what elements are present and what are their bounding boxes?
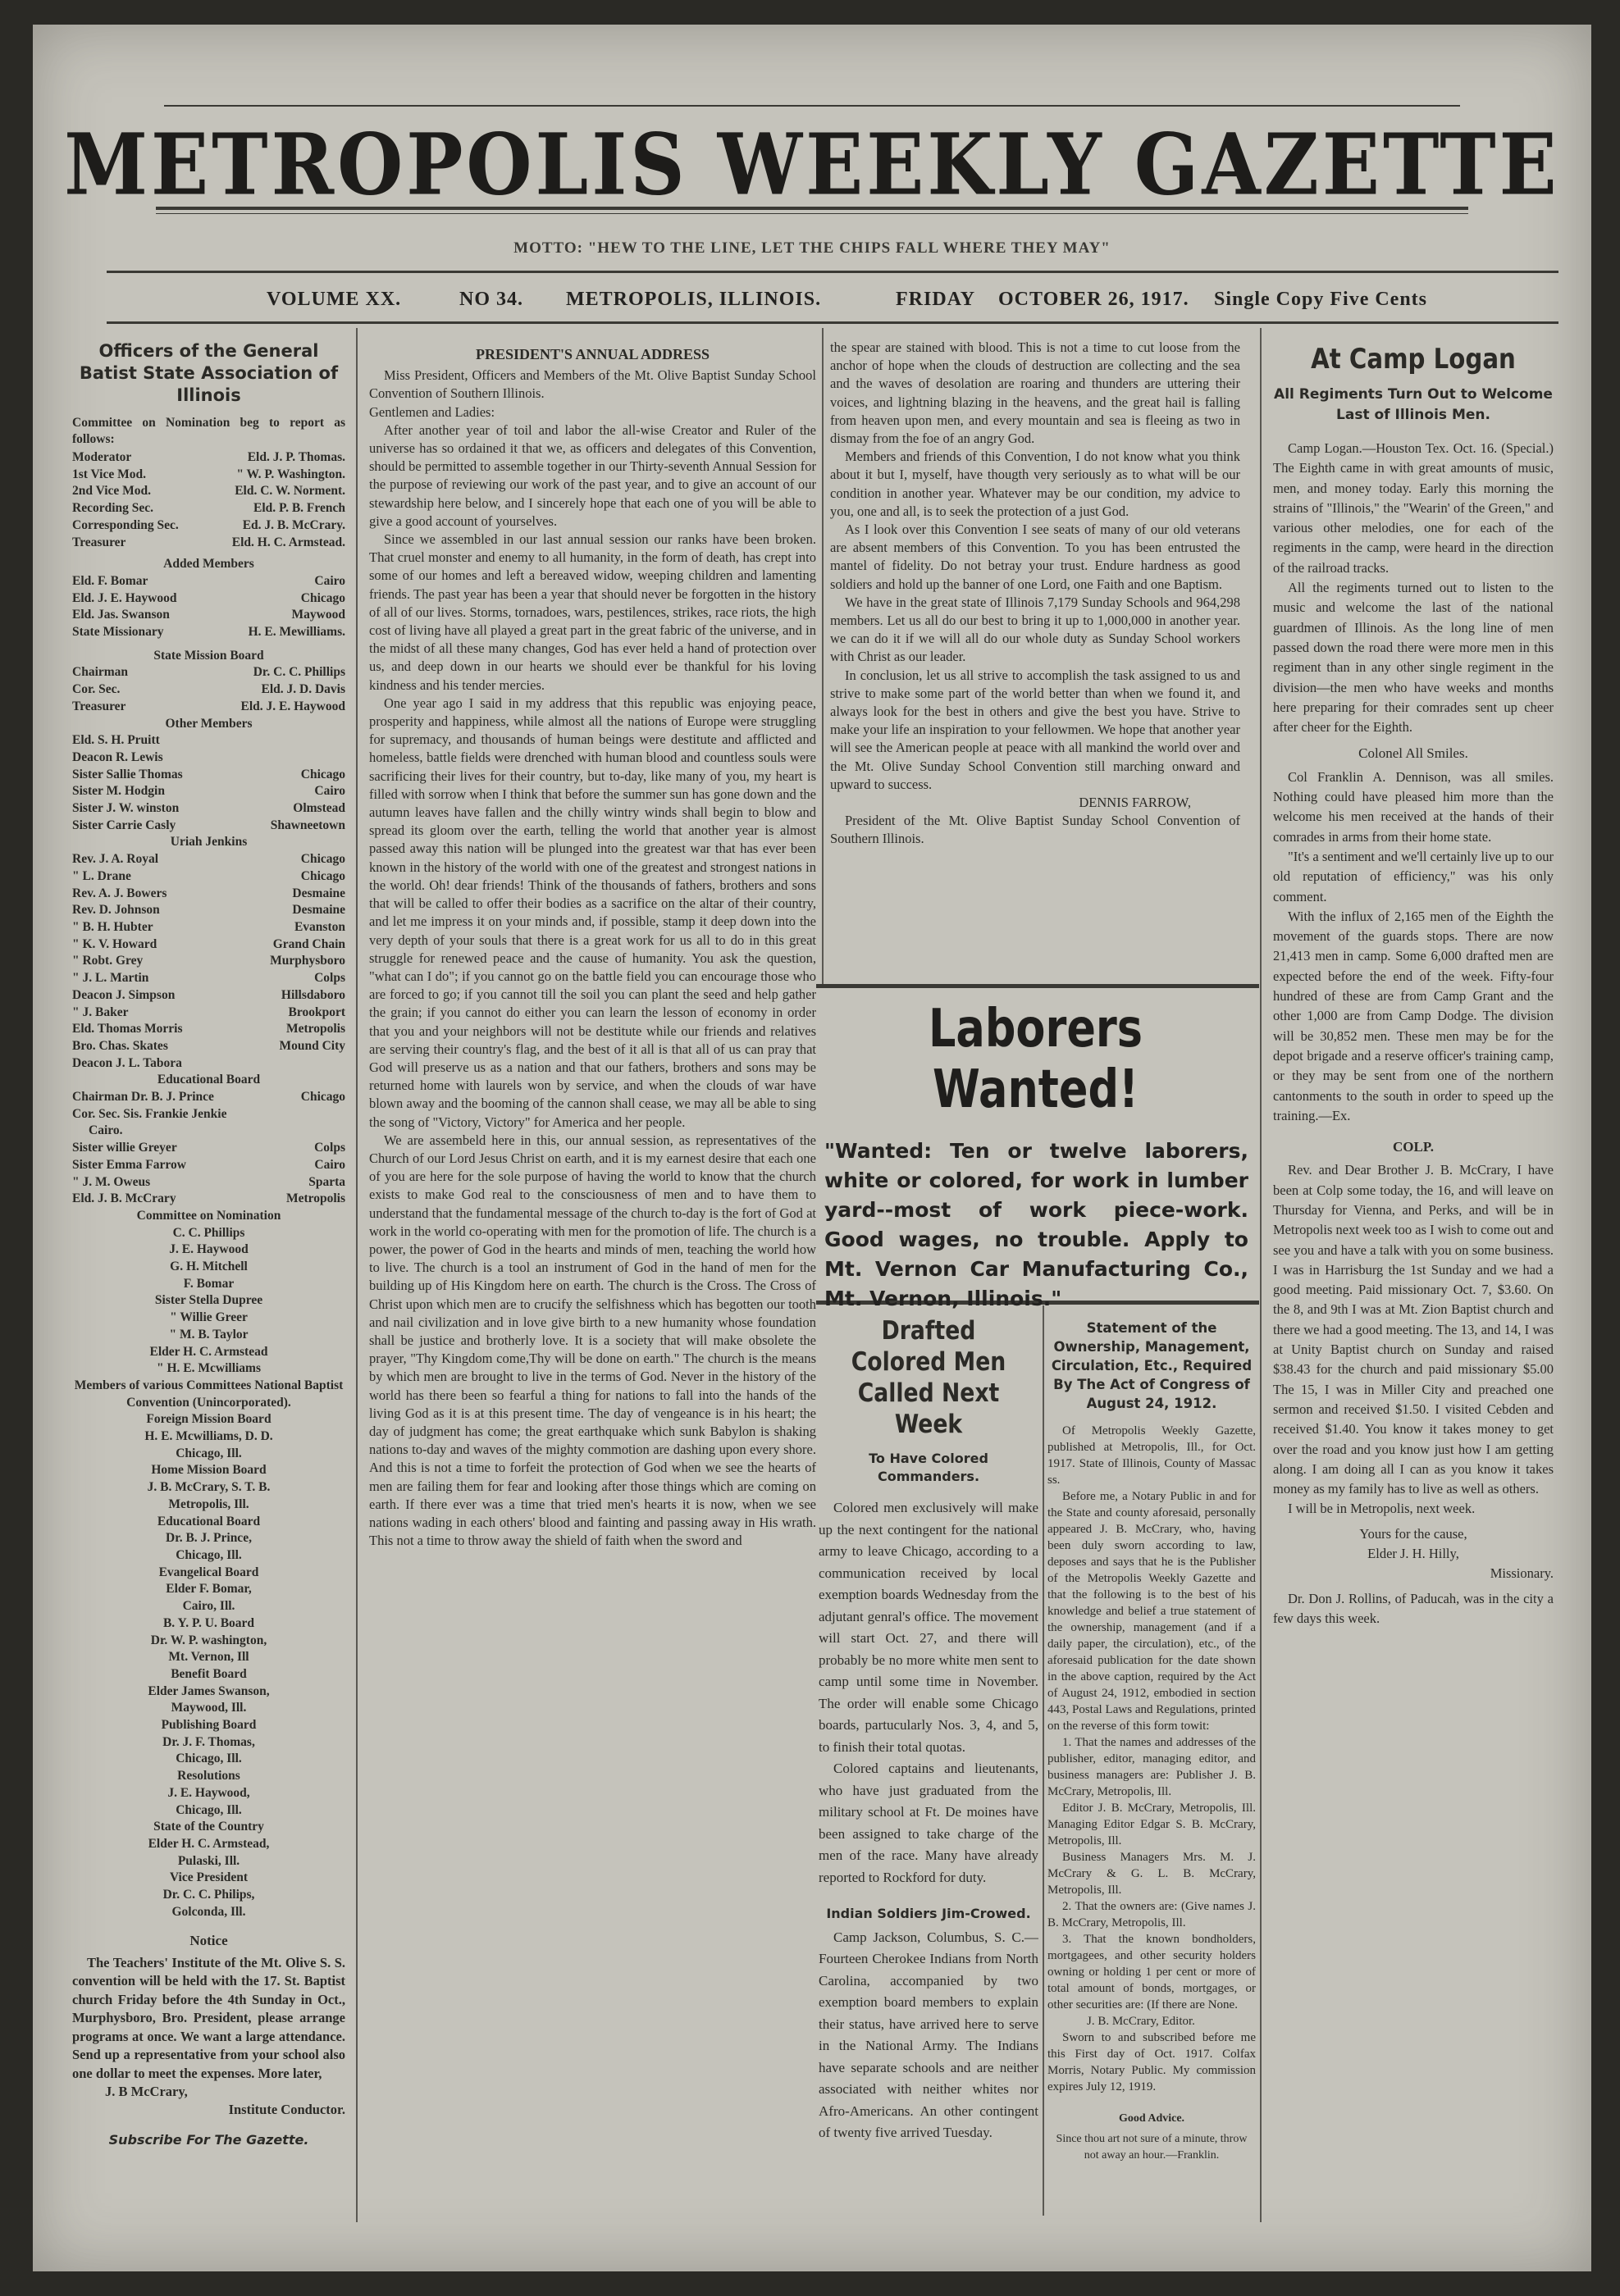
list-item: G. H. Mitchell xyxy=(170,1260,248,1274)
drafted-paragraph: Colored captains and lieutenants, who have just graduated from the military school at Ft. De moines have been assigned to take charge of the men of the race. Many have already reported to Rockford for duty. xyxy=(819,1761,1038,1885)
list-item: " Robt. Grey Murphysboro xyxy=(72,954,345,968)
list-item: Moderator Eld. J. P. Thomas. xyxy=(72,450,345,464)
colp-body: Rev. and Dear Brother J. B. McCrary, I have been at Colp some today, the 16, and will leave on Thursday for Vienna, and Perks, and will be in Metropolis next week too as I wish to come out and see you and have a talk with you on some business. I was in Harrisburg the 1st Sunday and we had a good meeting. Paid missionary Oct. 7, $3.60. On the 8, and 9th I was at Mt. Zion Baptist church and there we had a good meeting. The 13, and 14, I was at Unity Baptist church on Sunday and raised $38.43 for the church and paid missionary $5.00 The 15, I was in Miller City and preached one sermon and received $1.50. I visited Cebden and received $1.40. You know it takes money to get over the road and you know just how I am getting along. I am doing all I can as you know it takes money as my family has to live as well as others. xyxy=(1273,1162,1554,1497)
address-paragraph: We have in the great state of Illinois 7,179 Sunday Schools and 964,298 members. Let us all do our best to bring it up to 1,000,000 in another year. we can do it if we will all do our whole duty as Sunday School workers with Christ as our leader. xyxy=(830,594,1240,665)
address-paragraph: As I look over this Convention I see seats of many of our old veterans are absent members of this Convention. To you has been entrusted the mantel of fidelity. Do not betray your trust. Endure hardness as good soldiers and hold up the banner of one Lord, one Faith and one Baptism. xyxy=(830,522,1240,592)
list-item: Cor. Sec. Eld. J. D. Davis xyxy=(72,682,345,697)
list-item: Dr. C. C. Philips, xyxy=(162,1888,255,1902)
newspaper-page xyxy=(33,25,1591,2271)
statement-heading: Statement of the Ownership, Management, Circulation, Etc., Required By The Act of Congress of August 24, 1912. xyxy=(1051,1320,1253,1411)
notice-heading: Notice xyxy=(189,1933,228,1949)
list-item: Cairo. xyxy=(89,1123,123,1138)
address-continued-column xyxy=(830,339,1240,978)
list-item: Publishing Board xyxy=(161,1718,257,1733)
list-item: J. E. Haywood xyxy=(169,1242,249,1257)
list-item: 2nd Vice Mod. Eld. C. W. Norment. xyxy=(72,484,345,499)
list-item: 1st Vice Mod. " W. P. Washington. xyxy=(72,467,345,481)
masthead-rule-2 xyxy=(156,213,1468,214)
edu-heading: Educational Board xyxy=(157,1073,261,1087)
address-paragraph: One year ago I said in my address that this republic was enjoying peace, prosperity and happiness, while almost all the nations of Europe were struggling for supremacy, and thousands of human beings were destitute and afflicted and homeless, battle fields were drenched with human blood and countless souls were sacrificing their lives for their country, but to-day, like many of you, my heart is filled with sorrow when I think that before the summer sun has gone down and the autumn leaves have fallen and the chilly wintry winds shall begin to blow and spread its gloom over the earth, telling the world that another year is almost passed away this nation will be plunged into the greatest war that has ever been known in the history of the world with one of the greatest and strongest nations in the world. Oh! dear friends! Think of the thousands of fathers, brothers and sons that will be called to offer their bodies as a sacrifice on the altar of their country, and let me impress it on your minds and, if possible, stamp it deep down into the very depth of your souls that there is a great work for us all to do in this great struggle for renewed peace and the cause of humanity. You ask the question, "what can I do"; if you cannot go on the battle field you can encourage those who are forced to go; if you cannot till the soil you can plant the seed and help gather the grain; if you cannot do either you can learn the lesson of economy in order that you and your neighbors will not be destitute while our friends and relatives are serving their country's flag, and the best of it all is that all of us can pray that God will preserve us as a nation and that our fathers, brothers and sons may be returned home with laurels won by service, and when the clouds of war have blown away and the booming of the cannon shall cease, we may all be able to sing the song of "Victory, Victory" for America and her people. xyxy=(369,695,816,1130)
colp-signature: Elder J. H. Hilly, xyxy=(1367,1546,1459,1562)
list-item: C. C. Phillips xyxy=(172,1225,245,1240)
top-rule xyxy=(164,105,1460,107)
address-salutation: Miss President, Officers and Members of the Mt. Olive Baptist Sunday School Convention of Southern Illinois. xyxy=(369,367,816,402)
indian-body: Camp Jackson, Columbus, S. C.—Fourteen Cherokee Indians from North Carolina, accompanied by two exemption board members to explain their status, have arrived here to serve in the National Army. The Indians have separate schools and are neither associated with neither whites nor Afro-Americans. An other contingent of twenty five arrived Tuesday. xyxy=(819,1929,1038,2141)
list-item: Educational Board xyxy=(157,1514,261,1528)
list-item: Deacon J. Simpson Hillsdaboro xyxy=(72,987,345,1002)
list-item: Maywood, Ill. xyxy=(171,1701,247,1715)
address-paragraph: Members and friends of this Convention, I do not know what you think about it but I, myself, have thougth very seriously as to what will be our condition in another year. Whatever may be our condition, my advice to you, one and all, is to seek the protection of a just God. xyxy=(830,449,1240,519)
address-paragraph: In conclusion, let us all strive to accomplish the task assigned to us and strive to make some part of the world better than when we found it, and always look for the best in others and give the best you have. Strive to make your life an inspiration to your fellowmen. We hope that another year will see the American people at peace with all mankind the world over and the Mt. Olive Sunday School Convention still marching onward and upward to success. xyxy=(830,667,1240,792)
colp-signoff: Yours for the cause, xyxy=(1359,1525,1467,1542)
committee-heading: Committee on Nomination xyxy=(136,1208,281,1223)
list-item: Chicago, Ill. xyxy=(176,1802,242,1817)
masthead-title: METROPOLIS WEEKLY GAZETTE xyxy=(64,115,1560,214)
drafted-subhead: To Have Colored Commanders. xyxy=(869,1451,988,1485)
drafted-heading: Drafted Colored Men Called Next Week xyxy=(851,1316,1006,1439)
statement-paragraph: 1. That the names and addresses of the publisher, editor, managing editor, and business managers are: Publisher J. B. McCrary, Metropolis, Ill. xyxy=(1047,1736,1256,1798)
committee-list xyxy=(72,1225,345,1378)
statement-paragraph: 3. That the known bondholders, mortgagees, and other security holders owning or holding 1 per cent or more of total amount of bonds, mortgages, or other securities are: (If there are None. xyxy=(1047,1933,1256,2011)
address-paragraph: After another year of toil and labor the all-wise Creator and Ruler of the universe has so ordained it that we, as officers and delegates of this Convention, should be permitted to assemble together in our Thirty-seventh Annual Session for the purpose of reviewing our work of the past year, and to give an account of our stewardship here below, and I sincerely hope that each one of you will be able to give a good account of yourselves. xyxy=(369,421,816,529)
list-item: " Willie Greer xyxy=(170,1310,248,1325)
advice-body: Since thou art not sure of a minute, throw not away an hour.—Franklin. xyxy=(1056,2133,1248,2162)
list-item: Deacon J. L. Tabora xyxy=(72,1055,182,1070)
list-item: Eld. J. B. McCrary Metropolis xyxy=(72,1191,345,1206)
officers-heading: Officers of the General Batist State Association of Illinois xyxy=(79,341,339,405)
list-item: Rev. A. J. Bowers Desmaine xyxy=(72,886,345,900)
colp-ps: Dr. Don J. Rollins, of Paducah, was in the city a few days this week. xyxy=(1273,1590,1554,1626)
ad-body: "Wanted: Ten or twelve laborers, white or colored, for work in lumber yard--most of work piece-work. Good wages, no trouble. Apply to Mt. Vernon Car Manufacturing Co., Mt. Vernon, Illinois." xyxy=(824,1139,1248,1310)
list-item: Eld. J. E. Haywood Chicago xyxy=(72,590,345,605)
list-item: Sister Sallie Thomas Chicago xyxy=(72,767,345,781)
list-item: " L. Drane Chicago xyxy=(72,868,345,883)
list-item: Mt. Vernon, Ill xyxy=(168,1650,249,1665)
list-item: Eld. Thomas Morris Metropolis xyxy=(72,1022,345,1036)
list-item: Cor. Sec. Sis. Frankie Jenkie xyxy=(72,1106,227,1121)
volume: VOLUME XX. xyxy=(267,289,402,310)
list-item: Recording Sec. Eld. P. B. French xyxy=(72,501,345,516)
colp-close: I will be in Metropolis, next week. xyxy=(1288,1501,1476,1517)
subscribe-line: Subscribe For The Gazette. xyxy=(108,2131,309,2148)
masthead-rule-1 xyxy=(156,207,1468,210)
notice-signature: J. B McCrary, xyxy=(105,2084,188,2100)
list-item: " K. V. Howard Grand Chain xyxy=(72,936,345,951)
list-item: Chicago, Ill. xyxy=(176,1752,242,1766)
list-item: Chicago, Ill. xyxy=(176,1548,242,1562)
added-heading: Added Members xyxy=(163,557,254,572)
colp-signature-title: Missionary. xyxy=(1490,1565,1554,1582)
column-rule-1 xyxy=(356,328,358,2222)
statement-paragraph: Of Metropolis Weekly Gazette, published at Metropolis, Ill., for Oct. 1917. State of Illinois, County of Massac ss. xyxy=(1047,1424,1256,1487)
motto: MOTTO: "HEW TO THE LINE, LET THE CHIPS FALL WHERE THEY MAY" xyxy=(513,239,1111,257)
list-item: Dr. B. J. Prince, xyxy=(166,1531,252,1546)
list-item: Foreign Mission Board xyxy=(146,1412,272,1427)
list-item: Sister M. Hodgin Cairo xyxy=(72,784,345,799)
edu-list xyxy=(72,1089,345,1208)
smiles-paragraph: Col Franklin A. Dennison, was all smiles. Nothing could have pleased him more than the welcome his men received at the hands of their comrades in arms from their home state. xyxy=(1273,768,1554,845)
place: METROPOLIS, ILLINOIS. xyxy=(566,289,822,310)
list-item: Treasurer Eld. J. E. Haywood xyxy=(72,699,345,713)
officers-column xyxy=(72,339,345,2216)
added-list xyxy=(72,573,345,641)
officers-list xyxy=(72,449,345,551)
ad-title: Laborers Wanted! xyxy=(928,999,1143,1120)
address-greeting: Gentlemen and Ladies: xyxy=(369,403,495,420)
list-item: Bro. Chas. Skates Mound City xyxy=(72,1038,345,1053)
list-item: " B. H. Hubter Evanston xyxy=(72,919,345,934)
list-item: Eld. S. H. Pruitt xyxy=(72,733,160,748)
address-paragraph: the spear are stained with blood. This is not a time to cut loose from the anchor of hope when the clouds of destruction are collecting and the sea and the waves of desolation are roaring and thunders are uttering their voices, and lightning blazing in the heavens, and the great hail is falling from heaven upon men, and every mountain and sea is fleeing as two in dismay from the foe of an angry God. xyxy=(830,339,1240,447)
list-item: Sister J. W. winston Olmstead xyxy=(72,801,345,816)
statement-paragraph: Business Managers Mrs. M. J. McCrary & G. L. B. McCrary, Metropolis, Ill. xyxy=(1047,1851,1256,1897)
dateline-rule-top xyxy=(107,271,1558,273)
camp-heading: At Camp Logan xyxy=(1311,343,1516,376)
notice-body: The Teachers' Institute of the Mt. Olive S. S. convention will be held with the 17. St. Baptist church Friday before the 4th Sunday in Oct., Murphysboro, Bro. President, please arrange programs at once. We want a large attendance. Send up a representative from your school also one dollar to meet the expenses. More later, xyxy=(72,1954,345,2081)
list-item: J. B. McCrary, S. T. B. xyxy=(147,1480,271,1495)
address-paragraph: We are assembeld here in this, our annual session, as representatives of the Church of our Lord Jesus Christ on earth, and it is my earnest desire that each one of you are here for the sole purpose of having the world to know that the church exists to make God real to the consciousness of men and to have them to understand that the fundamental message of the church to-day is the fort of God at work in the world co-operating with men for the promotion of life. The church is a power, the power of God in the hearts and minds of men, teaching the world how to live. The church is a tool an instrument of God in the hand of men for the building up of His Kingdom here on earth. The church is the Cross. The Cross of Christ upon which men are to crucify the selfishness which has begotten our tooth and nail civilization and in love give birth to a new humanity whose foundation shall be justice and brotherly love. It is a society that will make obsolete the prayer, "Thy Kingdom come,Thy will be done on earth." The church is the means by which men are brought to live in the terms of God. Never in the history of the world has there been so fearful a thing for nations to fall into the hands of the living God as it is at this present time. The day of vengeance is in his heart; the day of judgment has come; the great earthquake which sunk Babylon is shaking nations to-day and waves of the mighty commotion are dashing upon every shore. And this is not a time to forfeit the protection of God when we see the hearts of men are failing them for fear and looking after those things which are coming on earth. If there ever was a time that tried men's hearts it is now, when we see nations wading in each others' blood and fainting and passing away in His wrath. This not a time to throw away the shield of faith when the sword and xyxy=(369,1132,816,1549)
notice-signature-title: Institute Conductor. xyxy=(228,2102,345,2118)
advice-heading: Good Advice. xyxy=(1118,2112,1185,2125)
mission-heading: State Mission Board xyxy=(153,648,264,663)
list-item: State of the Country xyxy=(153,1820,264,1834)
list-item: State Missionary H. E. Mewilliams. xyxy=(72,625,345,640)
list-item: Sister Stella Dupree xyxy=(154,1293,263,1308)
list-item: Deacon R. Lewis xyxy=(72,749,163,764)
list-item: Sister Carrie Casly Shawneetown xyxy=(72,818,345,832)
list-item: Chairman Dr. C. C. Phillips xyxy=(72,665,345,680)
issue-number: NO 34. xyxy=(459,289,523,310)
list-item: Dr. J. F. Thomas, xyxy=(162,1734,255,1749)
list-item: Uriah Jenkins xyxy=(170,835,248,850)
list-item: Treasurer Eld. H. C. Armstead. xyxy=(72,535,345,549)
officers-intro: Committee on Nomination beg to report as follows: xyxy=(72,416,345,446)
column-rule-2 xyxy=(822,328,824,984)
statement-paragraph: J. B. McCrary, Editor. xyxy=(1087,2015,1195,2028)
list-item: Sister willie Greyer Colps xyxy=(72,1141,345,1155)
column-rule-3 xyxy=(1260,328,1262,2222)
mission-list xyxy=(72,664,345,715)
column-rule-4 xyxy=(1043,1305,1044,2216)
list-item: Chicago, Ill. xyxy=(176,1446,242,1460)
smiles-heading: Colonel All Smiles. xyxy=(1358,745,1468,762)
address-heading: PRESIDENT'S ANNUAL ADDRESS xyxy=(475,346,710,362)
camp-subhead: All Regiments Turn Out to Welcome Last of Illinois Men. xyxy=(1274,386,1553,423)
list-item: Rev. D. Johnson Desmaine xyxy=(72,903,345,918)
list-item: J. E. Haywood, xyxy=(167,1785,250,1800)
list-item: " M. B. Taylor xyxy=(169,1327,249,1342)
list-item: " J. L. Martin Colps xyxy=(72,971,345,986)
list-item: Cairo, Ill. xyxy=(182,1599,235,1614)
dateline-rule-bottom xyxy=(107,321,1558,324)
statement-paragraph: Sworn to and subscribed before me this First day of Oct. 1917. Colfax Morris, Notary Public. My commission expires July 12, 1919. xyxy=(1047,2031,1256,2093)
list-item: B. Y. P. U. Board xyxy=(162,1615,255,1630)
president-address-column xyxy=(369,339,816,2216)
weekday: FRIDAY xyxy=(896,289,976,310)
list-item: " J. M. Oweus Sparta xyxy=(72,1174,345,1189)
address-signature-title: President of the Mt. Olive Baptist Sunday School Convention of Southern Illinois. xyxy=(830,813,1240,847)
list-item: F. Bomar xyxy=(183,1276,235,1291)
indian-heading: Indian Soldiers Jim-Crowed. xyxy=(826,1906,1031,1922)
list-item: Eld. Jas. Swanson Maywood xyxy=(72,608,345,622)
camp-logan-column xyxy=(1273,339,1554,2216)
list-item: Elder H. C. Armstead xyxy=(149,1344,268,1359)
list-item: Pulaski, Ill. xyxy=(177,1853,240,1868)
list-item: Eld. F. Bomar Cairo xyxy=(72,573,345,588)
address-paragraph: Since we assembled in our last annual session our ranks have been broken. That cruel monster and enemy to all humanity, in the form of death, has crept into some of our homes and left a bereaved widow, weeping children and lamenting friends. The past year has been a year that should never be forgotten in the history of all of our lives. Storms, tornadoes, wars, pestilences, strikes, race riots, the high cost of living have all played a great part in the great fabric of the universe, and in the midst of all these many changes, God has ever held a hand of protection over us, and deep down in our hearts we should ever be thankful for his loving kindness and his tender mercies. xyxy=(369,531,816,693)
list-item: H. E. Mcwilliams, D. D. xyxy=(144,1429,273,1444)
camp-paragraph: All the regiments turned out to listen to the music and welcome the last of the national guardmen of Illinois. As the long line of men passed down the road there were more men in this regiment than in any other single regiment in the division—the men who have weeks and months here preparing for their comrades sent up cheer after cheer for the Eighth. xyxy=(1273,580,1554,736)
list-item: Elder H. C. Armstead, xyxy=(148,1836,270,1851)
list-item: Metropolis, Ill. xyxy=(168,1496,249,1511)
list-item: " J. Baker Brookport xyxy=(72,1004,345,1019)
ownership-statement-column xyxy=(1047,1312,1256,2214)
list-item: Elder F. Bomar, xyxy=(166,1582,252,1597)
statement-paragraph: Editor J. B. McCrary, Metropolis, Ill. Managing Editor Edgar S. B. McCrary, Metropolis, Ill. xyxy=(1047,1802,1256,1847)
boards-list xyxy=(72,1411,345,1920)
price: Single Copy Five Cents xyxy=(1214,289,1428,310)
list-item: Evangelical Board xyxy=(158,1565,259,1579)
drafted-men-column xyxy=(819,1312,1038,2214)
members-line: Members of various Committees National Baptist Convention (Unincorporated). xyxy=(74,1378,344,1410)
issue-date: OCTOBER 26, 1917. xyxy=(998,289,1189,310)
list-item: Vice President xyxy=(169,1870,249,1885)
list-item: Corresponding Sec. Ed. J. B. McCrary. xyxy=(72,517,345,532)
list-item: Golconda, Ill. xyxy=(171,1904,246,1919)
colp-heading: COLP. xyxy=(1393,1139,1434,1155)
list-item: Sister Emma Farrow Cairo xyxy=(72,1157,345,1172)
list-item: Elder James Swanson, xyxy=(148,1683,270,1698)
statement-paragraph: Before me, a Notary Public in and for the State and county aforesaid, personally appeared J. B. McCrary, who, having been duly sworn according to law, deposes and says that he is the Publisher of the Metropolis Weekly Gazette and that the following is to the best of his knowledge and belief a true statement of the ownership, management (and if a daily paper, the circulation), etc., of the aforesaid publication for the date shown in the above caption, required by the Act of August 24, 1912, embodied in section 443, Postal Laws and Regulations, printed on the reverse of this form towit: xyxy=(1047,1490,1256,1733)
list-item: Dr. W. P. washington, xyxy=(150,1633,267,1647)
other-list xyxy=(72,732,345,1072)
smiles-paragraph: With the influx of 2,165 men of the Eighth the movement of the guards stops. There are now 21,413 men in camp. Some 6,000 drafted men are expected before the end of the week. Fifty-four hundred of these are from Camp Grant and the other 1,000 are from Camp Dodge. The division will be 30,852 men. These men may be for the depot brigade and a reserve officer's training camp, or they may be sent from one of the northern cantonments to the south in order to speed up the training.—Ex. xyxy=(1273,908,1554,1123)
statement-paragraph: 2. That the owners are: (Give names J. B. McCrary, Metropolis, Ill. xyxy=(1047,1900,1256,1929)
smiles-paragraph: "It's a sentiment and we'll certainly live up to our old reputation of efficiency," was his only comment. xyxy=(1273,848,1554,904)
camp-paragraph: Camp Logan.—Houston Tex. Oct. 16. (Special.) The Eighth came in with great amounts of music, men, and money today. Early this morning the strains of "Illinois," the "Wearin' of the Green," and various other melodies, one for each of the regiments in the camp, were heard in the direction of the railroad tracks. xyxy=(1273,440,1554,576)
address-signature: DENNIS FARROW, xyxy=(1079,795,1191,811)
drafted-paragraph: Colored men exclusively will make up the next contingent for the national army to leave Chicago, according to a communication received by local exemption boards Wednesday from the adjutant genral's office. The movement will start Oct. 27, and there will probably be no more white men sent to camp until some time in November. The order will enable some Chicago boards, partucularly Nos. 3, 4, and 5, to finish their total quotas. xyxy=(819,1500,1038,1755)
list-item: Chairman Dr. B. J. Prince Chicago xyxy=(72,1090,345,1105)
list-item: Resolutions xyxy=(177,1769,240,1784)
list-item: Benefit Board xyxy=(171,1666,247,1681)
ad-rule-top xyxy=(816,984,1259,988)
list-item: Home Mission Board xyxy=(151,1463,267,1478)
laborers-wanted-ad xyxy=(816,991,1255,1310)
list-item: Rev. J. A. Royal Chicago xyxy=(72,852,345,867)
list-item: " H. E. Mcwilliams xyxy=(157,1361,261,1376)
other-heading: Other Members xyxy=(165,716,253,731)
